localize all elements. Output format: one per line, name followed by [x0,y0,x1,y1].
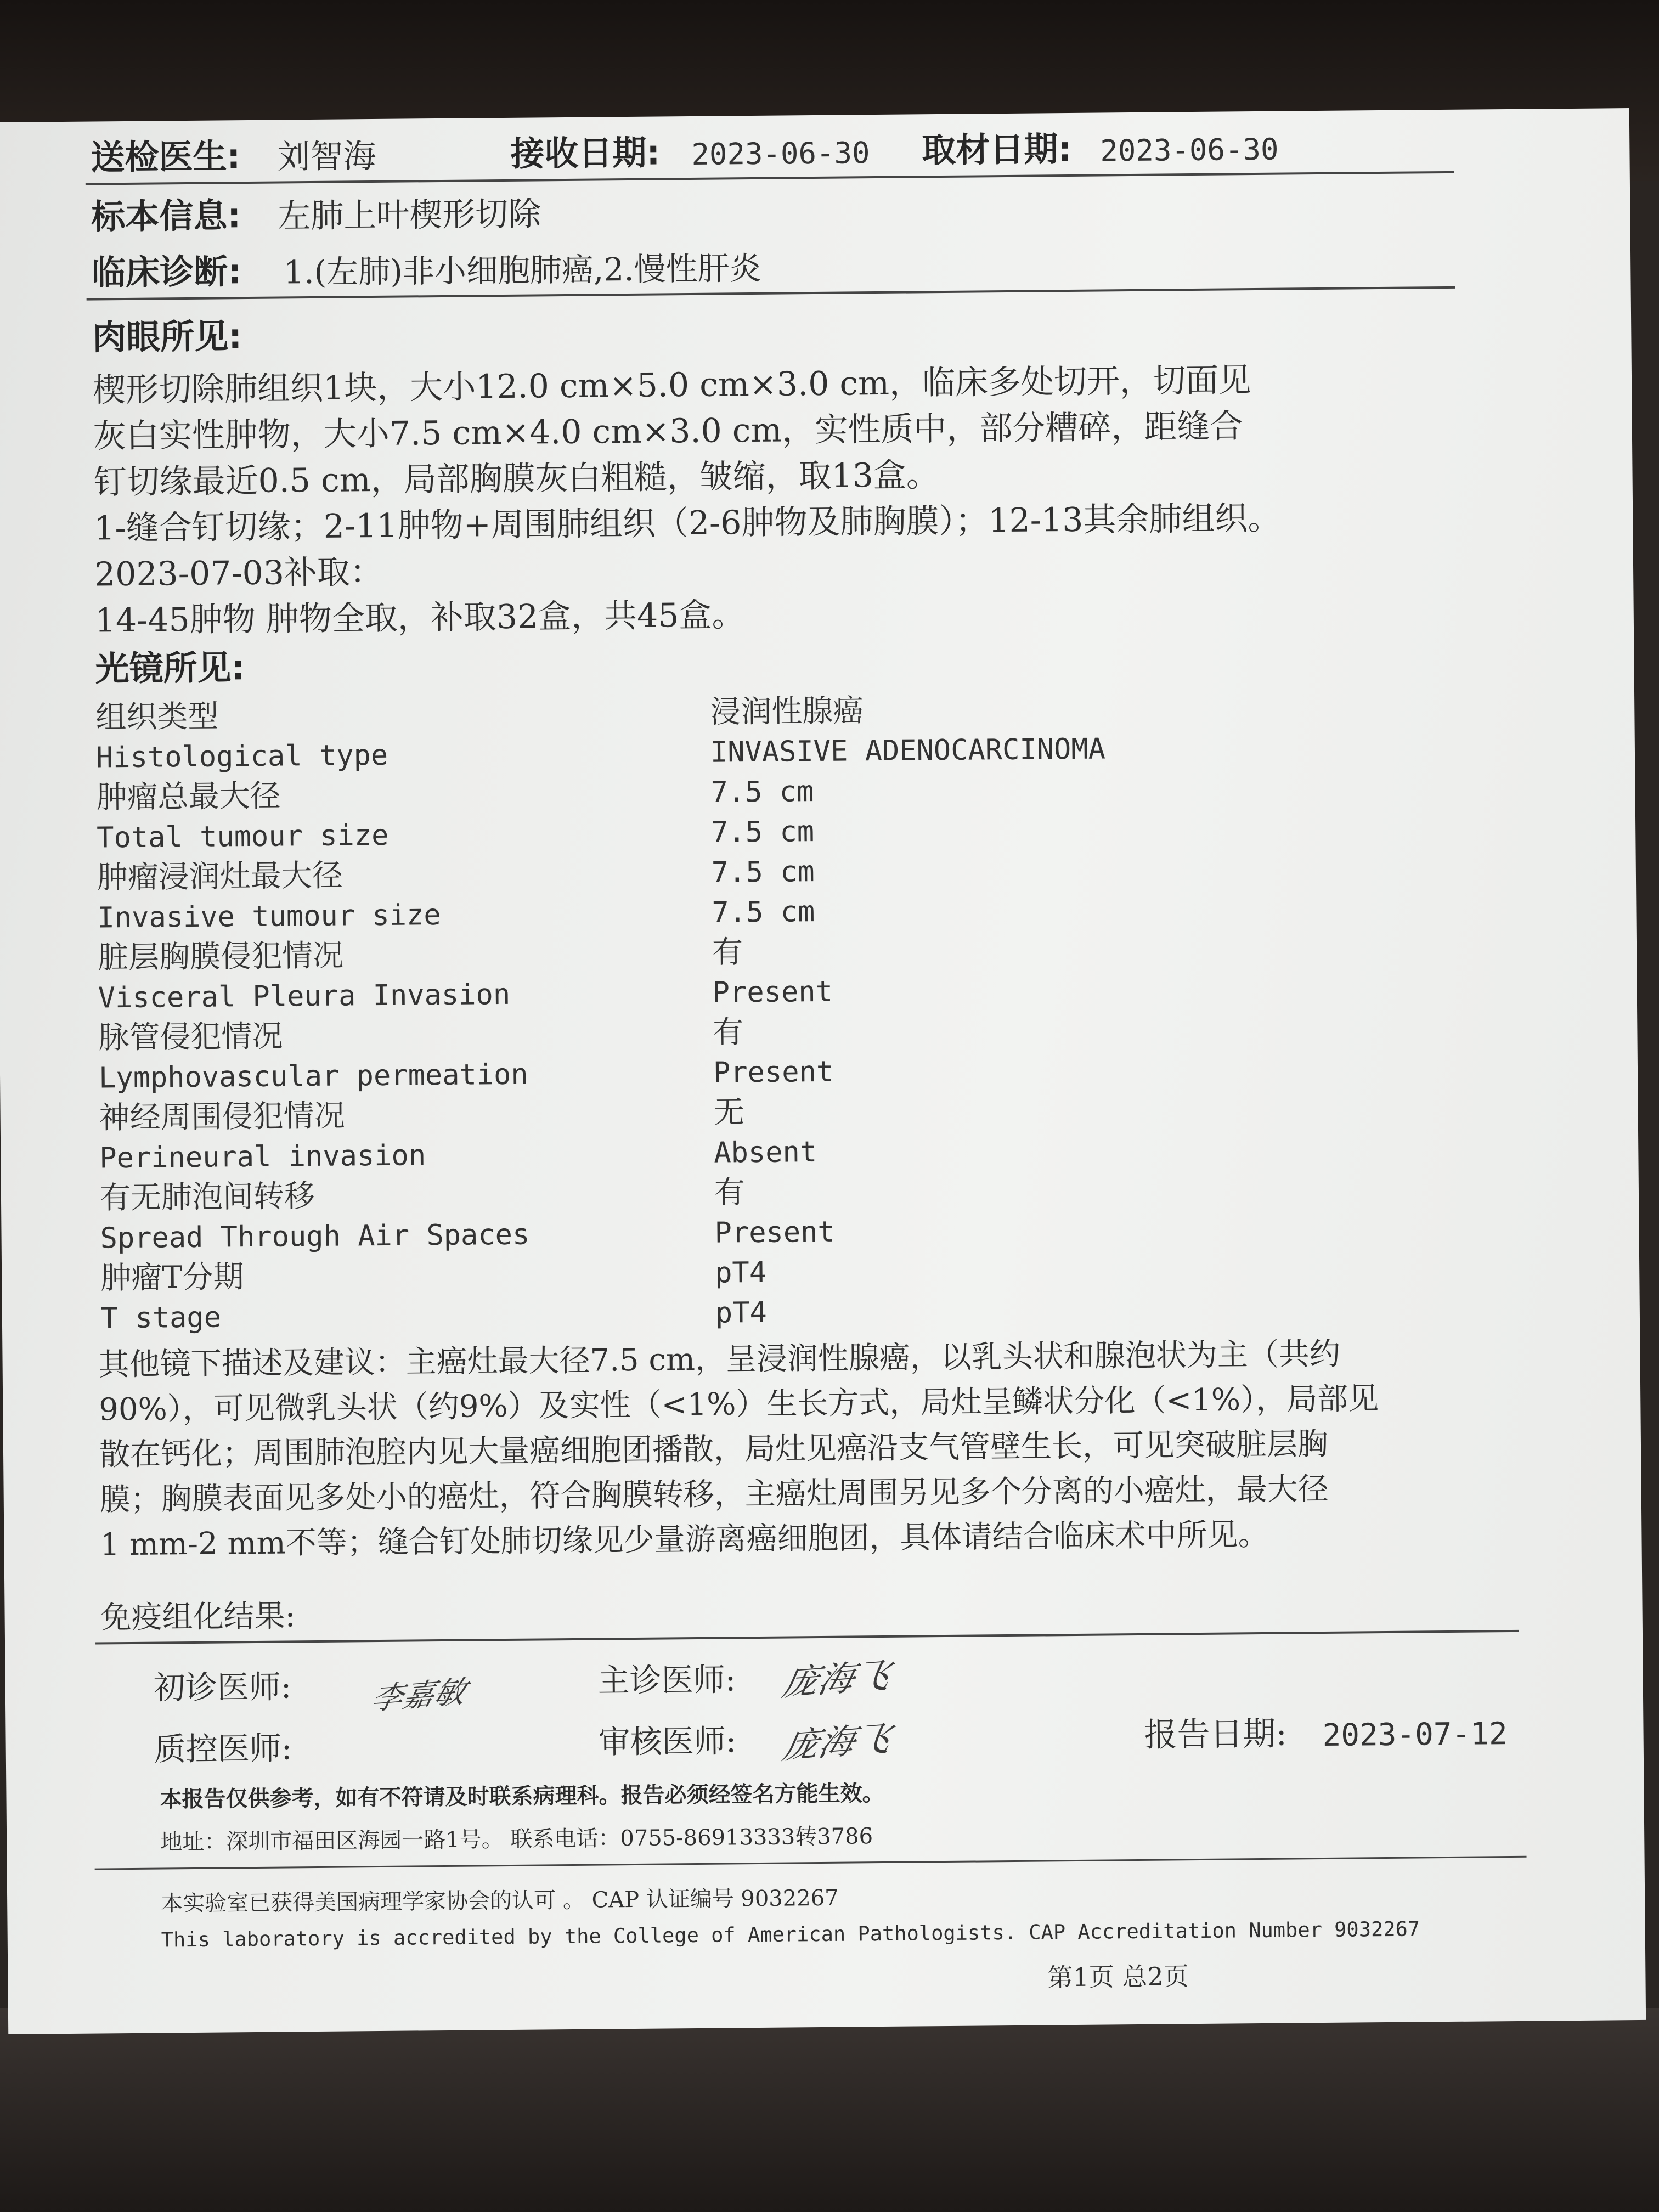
micro-value: Present [714,1215,835,1250]
micro-value: Present [712,975,833,1009]
review-doctor-signature: 庞海飞 [780,1718,894,1768]
sample-date: 2023-06-30 [1100,132,1279,168]
pathology-report-page [0,108,1646,2034]
other-line: 膜；胸膜表面见多处小的癌灶，符合胸膜转移，主癌灶周围另见多个分离的小癌灶，最大径 [99,1471,1329,1518]
immuno-title: 免疫组化结果: [100,1598,296,1636]
micro-label: 有无肺泡间转移 [99,1178,315,1216]
micro-value: Present [713,1055,834,1090]
micro-label: 脉管侵犯情况 [98,1018,283,1056]
gross-line: 1-缝合钉切缘；2-11肿物+周围肺组织（2-6肿物及肺胸膜）；12-13其余肺组织。 [94,499,1281,548]
footer-divider [95,1856,1527,1870]
chief-doctor-signature: 庞海飞 [779,1655,894,1705]
micro-label: 肿瘤T分期 [100,1259,244,1296]
gross-line: 2023-07-03补取： [94,552,383,594]
micro-value: pT4 [715,1296,768,1330]
micro-label: Total tumour size [96,819,389,855]
micro-value: pT4 [714,1256,767,1290]
gross-line: 14-45肿物 肿物全取，补取32盒，共45盒。 [94,596,745,640]
micro-label: Histological type [95,738,388,775]
chief-doctor-label: 主诊医师: [597,1661,736,1700]
micro-label: 肿瘤浸润灶最大径 [97,857,343,896]
micro-value: 无 [713,1094,744,1131]
initial-doctor-label: 初诊医师: [153,1668,292,1707]
sample-date-label: 取材日期: [922,128,1072,171]
report-date-label: 报告日期: [1144,1714,1288,1754]
micro-value: 7.5 cm [710,815,815,849]
micro-value: 7.5 cm [712,895,815,929]
doctor-name: 刘智海 [277,137,376,177]
doctor-label: 送检医生: [91,136,241,178]
other-line: 散在钙化；周围肺泡腔内见大量癌细胞团播散，局灶见癌沿支气管壁生长，可见突破脏层胸 [99,1426,1329,1473]
clinical-diagnosis: 1.(左肺)非小细胞肺癌,2.慢性肝炎 [283,249,761,291]
micro-label: Lymphovascular permeation [98,1058,528,1095]
micro-label: T stage [100,1301,222,1335]
hospital-address: 地址：深圳市福田区海园一路1号。 联系电话：0755-86913333转3786 [160,1824,873,1855]
micro-value: Absent [714,1136,817,1170]
receive-date-label: 接收日期: [510,132,661,174]
micro-label: Visceral Pleura Invasion [98,978,511,1015]
micro-value: INVASIVE ADENOCARCINOMA [710,732,1106,769]
cap-accreditation-cn: 本实验室已获得美国病理学家协会的认可 。 CAP 认证编号 9032267 [161,1885,839,1917]
receive-date: 2023-06-30 [691,136,870,172]
other-line: 1 mm-2 mm不等；缝合钉处肺切缘见少量游离癌细胞团，具体请结合临床术中所见。 [100,1516,1269,1563]
other-line: 其他镜下描述及建议：主癌灶最大径7.5 cm，呈浸润性腺癌，以乳头状和腺泡状为主（共约 [98,1336,1341,1383]
cap-accreditation-en: This laboratory is accredited by the College of American Pathologists. CAP Accreditation Number 9032267 [161,1917,1420,1952]
micro-label: Perineural invasion [99,1139,426,1175]
gross-line: 钉切缘最近0.5 cm，局部胸膜灰白粗糙，皱缩，取13盒。 [93,456,940,502]
specimen-info: 左肺上叶楔形切除 [278,195,541,236]
micro-value: 有 [714,1175,746,1211]
micro-value: 7.5 cm [711,855,815,889]
page-number: 第1页 总2页 [1047,1961,1189,1993]
micro-label: 神经周围侵犯情况 [99,1098,345,1136]
gross-title: 肉眼所见: [92,316,242,358]
micro-label: Invasive tumour size [97,899,441,935]
micro-label: 肿瘤总最大径 [96,778,281,816]
initial-doctor-signature: 李嘉敏 [368,1674,469,1717]
gross-line: 楔形切除肺组织1块，大小12.0 cm×5.0 cm×3.0 cm，临床多处切开，切面见 [92,361,1252,410]
micro-label: 组织类型 [95,698,219,736]
report-date: 2023-07-12 [1322,1716,1508,1754]
qc-doctor-label: 质控医师: [154,1729,292,1768]
diagnosis-label: 临床诊断: [91,251,242,293]
micro-title: 光镜所见: [95,647,245,689]
micro-value: 7.5 cm [710,775,814,809]
background-bottom [0,2008,1659,2212]
micro-value: 浸润性腺癌 [709,693,864,730]
micro-label: 脏层胸膜侵犯情况 [97,938,344,976]
micro-label: Spread Through Air Spaces [100,1218,530,1255]
micro-value: 有 [713,1014,744,1051]
gross-line: 灰白实性肿物，大小7.5 cm×4.0 cm×3.0 cm，实性质中，部分糟碎，距缝合 [93,407,1243,456]
micro-value: 有 [712,934,743,970]
specimen-label: 标本信息: [91,195,241,237]
report-notice: 本报告仅供参考，如有不符请及时联系病理科。报告必须经签名方能生效。 [160,1781,884,1813]
other-line: 90%），可见微乳头状（约9%）及实性（<1%）生长方式，局灶呈鳞状分化（<1%），局部见 [99,1381,1379,1428]
immuno-divider [95,1630,1519,1645]
review-doctor-label: 审核医师: [598,1722,737,1761]
